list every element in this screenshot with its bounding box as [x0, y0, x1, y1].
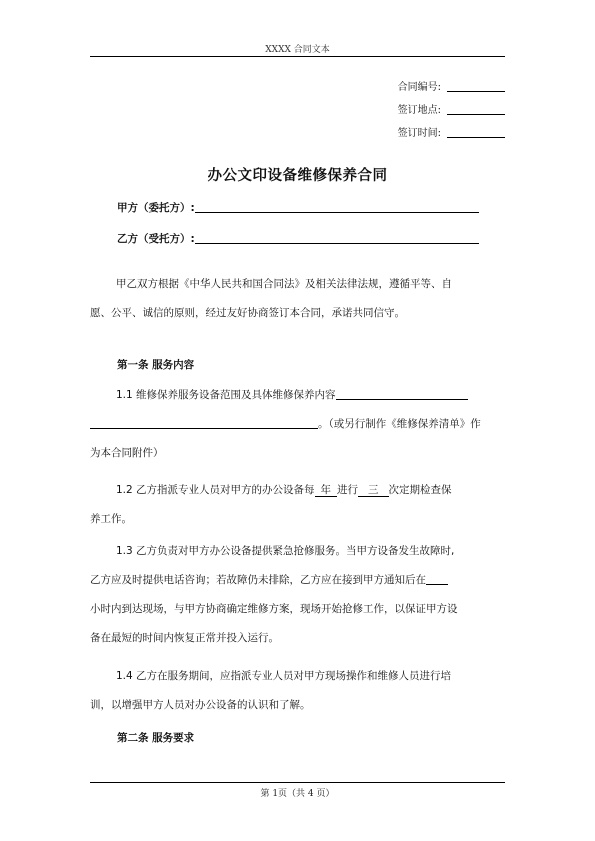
party-b-field	[117, 231, 479, 246]
clause-1-3-line-1: 1.3 乙方负责对甲方办公设备提供紧急抢修服务。当甲方设备发生故障时,	[116, 545, 455, 557]
sign-place-field	[398, 101, 505, 116]
clause-1-2-times: 三	[358, 484, 389, 497]
party-a-field	[117, 200, 479, 215]
clause-1-2-text-c: 次定期检查保	[388, 484, 452, 496]
clause-1-2-text-a: 1.2 乙方指派专业人员对甲方的办公设备每	[116, 484, 315, 496]
clause-1-1-line-1: 1.1 维修保养服务设备范围及具体维修保养内容	[116, 389, 336, 401]
clause-1-3-hours-blank	[426, 573, 448, 585]
party-b-label: 乙方（受托方）:	[117, 233, 195, 245]
intro-paragraph	[90, 270, 505, 328]
clause-1-2	[90, 476, 505, 534]
clause-1-4	[90, 662, 505, 720]
contract-number-label: 合同编号:	[397, 82, 441, 93]
contract-number-blank	[447, 81, 505, 92]
article-1-heading: 第一条 服务内容	[117, 359, 195, 371]
party-a-label: 甲方（委托方）:	[117, 202, 195, 214]
clause-1-4-line-2: 训，以增强甲方人员对办公设备的认识和了解。	[90, 699, 311, 711]
clause-1-1-line-2: 。（或另行制作《维修保养清单》作	[318, 418, 481, 430]
sign-time-field	[398, 124, 505, 139]
clause-1-2-frequency-unit: 年	[315, 484, 338, 497]
clause-1-4-line-1: 1.4 乙方在服务期间，应指派专业人员对甲方现场操作和维修人员进行培	[116, 670, 452, 682]
sign-place-label: 签订地点:	[397, 105, 441, 116]
document-title: 办公文印设备维修保养合同	[207, 168, 388, 184]
clause-1-3-line-4: 备在最短的时间内恢复正常并投入运行。	[90, 632, 279, 644]
sign-time-label: 签订时间:	[397, 128, 441, 139]
article-2-heading: 第二条 服务要求	[117, 732, 195, 744]
clause-1-3	[90, 537, 505, 653]
clause-1-2-text-b: 进行	[337, 484, 359, 496]
header-rule	[90, 56, 505, 57]
intro-line-1: 甲乙双方根据《中华人民共和国合同法》及相关法律法规，遵循平等、自	[116, 278, 452, 290]
party-a-blank	[195, 201, 479, 213]
clause-1-1-line-3: 为本合同附件）	[90, 447, 164, 459]
page-number: 第 1页（共 4 页）	[260, 789, 335, 799]
clause-1-1-blank-1	[336, 388, 468, 400]
running-header: XXXX 合同文本	[265, 45, 330, 55]
clause-1-2-text-d: 养工作。	[90, 513, 132, 525]
footer-rule	[90, 782, 505, 783]
party-b-blank	[195, 232, 479, 244]
sign-time-blank	[447, 127, 505, 138]
clause-1-3-line-2: 乙方应及时提供电话咨询；若故障仍未排除，乙方应在接到甲方通知后在	[90, 574, 426, 586]
contract-number-field	[398, 78, 505, 93]
intro-line-2: 愿、公平、诚信的原则，经过友好协商签订本合同，承诺共同信守。	[90, 307, 405, 319]
clause-1-3-line-3: 小时内到达现场，与甲方协商确定维修方案，现场开始抢修工作，以保证甲方设	[90, 603, 458, 615]
clause-1-1	[90, 381, 505, 468]
sign-place-blank	[447, 104, 505, 115]
clause-1-1-blank-2	[90, 417, 318, 429]
